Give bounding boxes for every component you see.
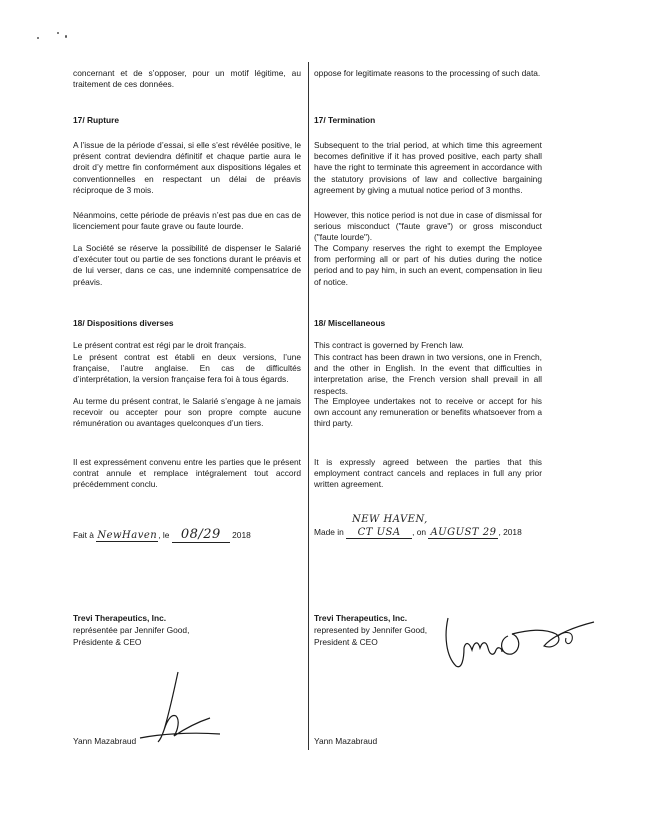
made-in-label: Made in	[314, 527, 344, 537]
section-17-title-en: 17/ Termination	[314, 115, 376, 125]
section-18-paragraph-1-fr: Le présent contrat est régi par le droit français.	[73, 340, 247, 350]
section-18-paragraph-1-en: This contract is governed by French law.	[314, 340, 464, 350]
handwritten-date-en: AUGUST 29	[430, 527, 497, 538]
employee-name-fr: Yann Mazabraud	[73, 736, 137, 746]
section-18-title-en: 18/ Miscellaneous	[314, 318, 386, 328]
section-17-paragraph-2-fr: Néanmoins, cette période de préavis n’est pas due en cas de licenciement pour faute grave ou faute lourde.	[73, 210, 301, 232]
representative-en: represented by Jennifer Good,	[314, 625, 428, 635]
section-18-paragraph-4-en: It is expressly agreed between the parties that this employment contract cancels and replaces in full any prior written agreement.	[314, 457, 542, 490]
le-label: , le	[158, 530, 170, 540]
section-17-title-fr: 17/ Rupture	[73, 115, 120, 125]
handwritten-place-line2-en: CT USA	[346, 527, 412, 539]
section-17-paragraph-1-fr: A l’issue de la période d’essai, si elle s’est révélée positive, le présent contrat deviendra définitif et chaque partie aura le droit d’y mettre fin conformément aux dispositions légales et conventionnelles en respectant un délai de préavis réciproque de 3 mois.	[73, 140, 301, 195]
intro-paragraph-fr: concernant et de s’opposer, pour un motif légitime, au traitement de ces données.	[73, 68, 301, 90]
section-18-paragraph-2-fr: Le présent contrat est établi en deux versions, l’une française, l’autre anglaise. En cas de difficultés d’interprétation, la version française fera foi à tous égards.	[73, 352, 301, 385]
scan-speck	[57, 32, 59, 34]
section-17-paragraph-2-en: However, this notice period is not due in case of dismissal for serious misconduct ("faute grave") or gross misconduct ("faute lourde").	[314, 210, 542, 243]
signing-place-date-fr	[73, 527, 251, 543]
section-18-paragraph-2-en: This contract has been drawn in two versions, one in French, and the other in English. In the event that difficulties in interpretation arise, the French version shall prevail in all respects.	[314, 352, 542, 396]
handwritten-date-fr: 08/29	[172, 527, 230, 543]
ceo-signature	[438, 600, 598, 675]
employee-name-en: Yann Mazabraud	[314, 736, 378, 746]
section-17-paragraph-3-fr: La Société se réserve la possibilité de dispenser le Salarié d’exécuter tout ou partie de ses fonctions durant le préavis et de lui verser, dans ce cas, une indemnité compensatrice de préavis.	[73, 243, 301, 287]
section-18-paragraph-3-en: The Employee undertakes not to receive or accept for his own account any remuneration or benefits whatsoever from a third party.	[314, 396, 542, 429]
section-18-paragraph-4-fr: Il est expressément convenu entre les parties que le présent contrat annule et remplace intégralement tout accord précédemment conclu.	[73, 457, 301, 490]
handwritten-place-line1-en: NEW HAVEN,	[352, 514, 428, 525]
year-fr: 2018	[232, 530, 251, 540]
company-name-fr: Trevi Therapeutics, Inc.	[73, 613, 167, 623]
employee-signature	[120, 670, 230, 745]
title-fr: Présidente & CEO	[73, 637, 142, 647]
company-name-en: Trevi Therapeutics, Inc.	[314, 613, 408, 623]
on-label: , on	[412, 527, 427, 537]
representative-fr: représentée par Jennifer Good,	[73, 625, 190, 635]
section-18-paragraph-3-fr: Au terme du présent contrat, le Salarié s’engage à ne jamais recevoir ou accepter pour son propre compte aucune rémunération ou avantages quelconques d’un tiers.	[73, 396, 301, 429]
handwritten-place-fr: NewHaven	[97, 530, 158, 541]
scan-speck	[37, 37, 39, 39]
year-en: , 2018	[498, 527, 522, 537]
title-en: President & CEO	[314, 637, 378, 647]
intro-paragraph-en: oppose for legitimate reasons to the processing of such data.	[314, 68, 541, 78]
section-18-title-fr: 18/ Dispositions diverses	[73, 318, 174, 328]
fait-a-label: Fait à	[73, 530, 94, 540]
signing-place-date-en	[314, 527, 522, 539]
column-divider	[308, 62, 309, 750]
section-17-paragraph-1-en: Subsequent to the trial period, at which time this agreement becomes definitive if it has proved positive, each party shall have the right to terminate this agreement in accordance with the statutory provisions of law and collective bargaining agreement by giving a mutual notice period of 3 months.	[314, 140, 542, 195]
section-17-paragraph-3-en: The Company reserves the right to exempt the Employee from performing all or part of his duties during the notice period and to pay him, in such an event, compensation in lieu of notice.	[314, 243, 542, 287]
scan-speck	[65, 35, 67, 38]
